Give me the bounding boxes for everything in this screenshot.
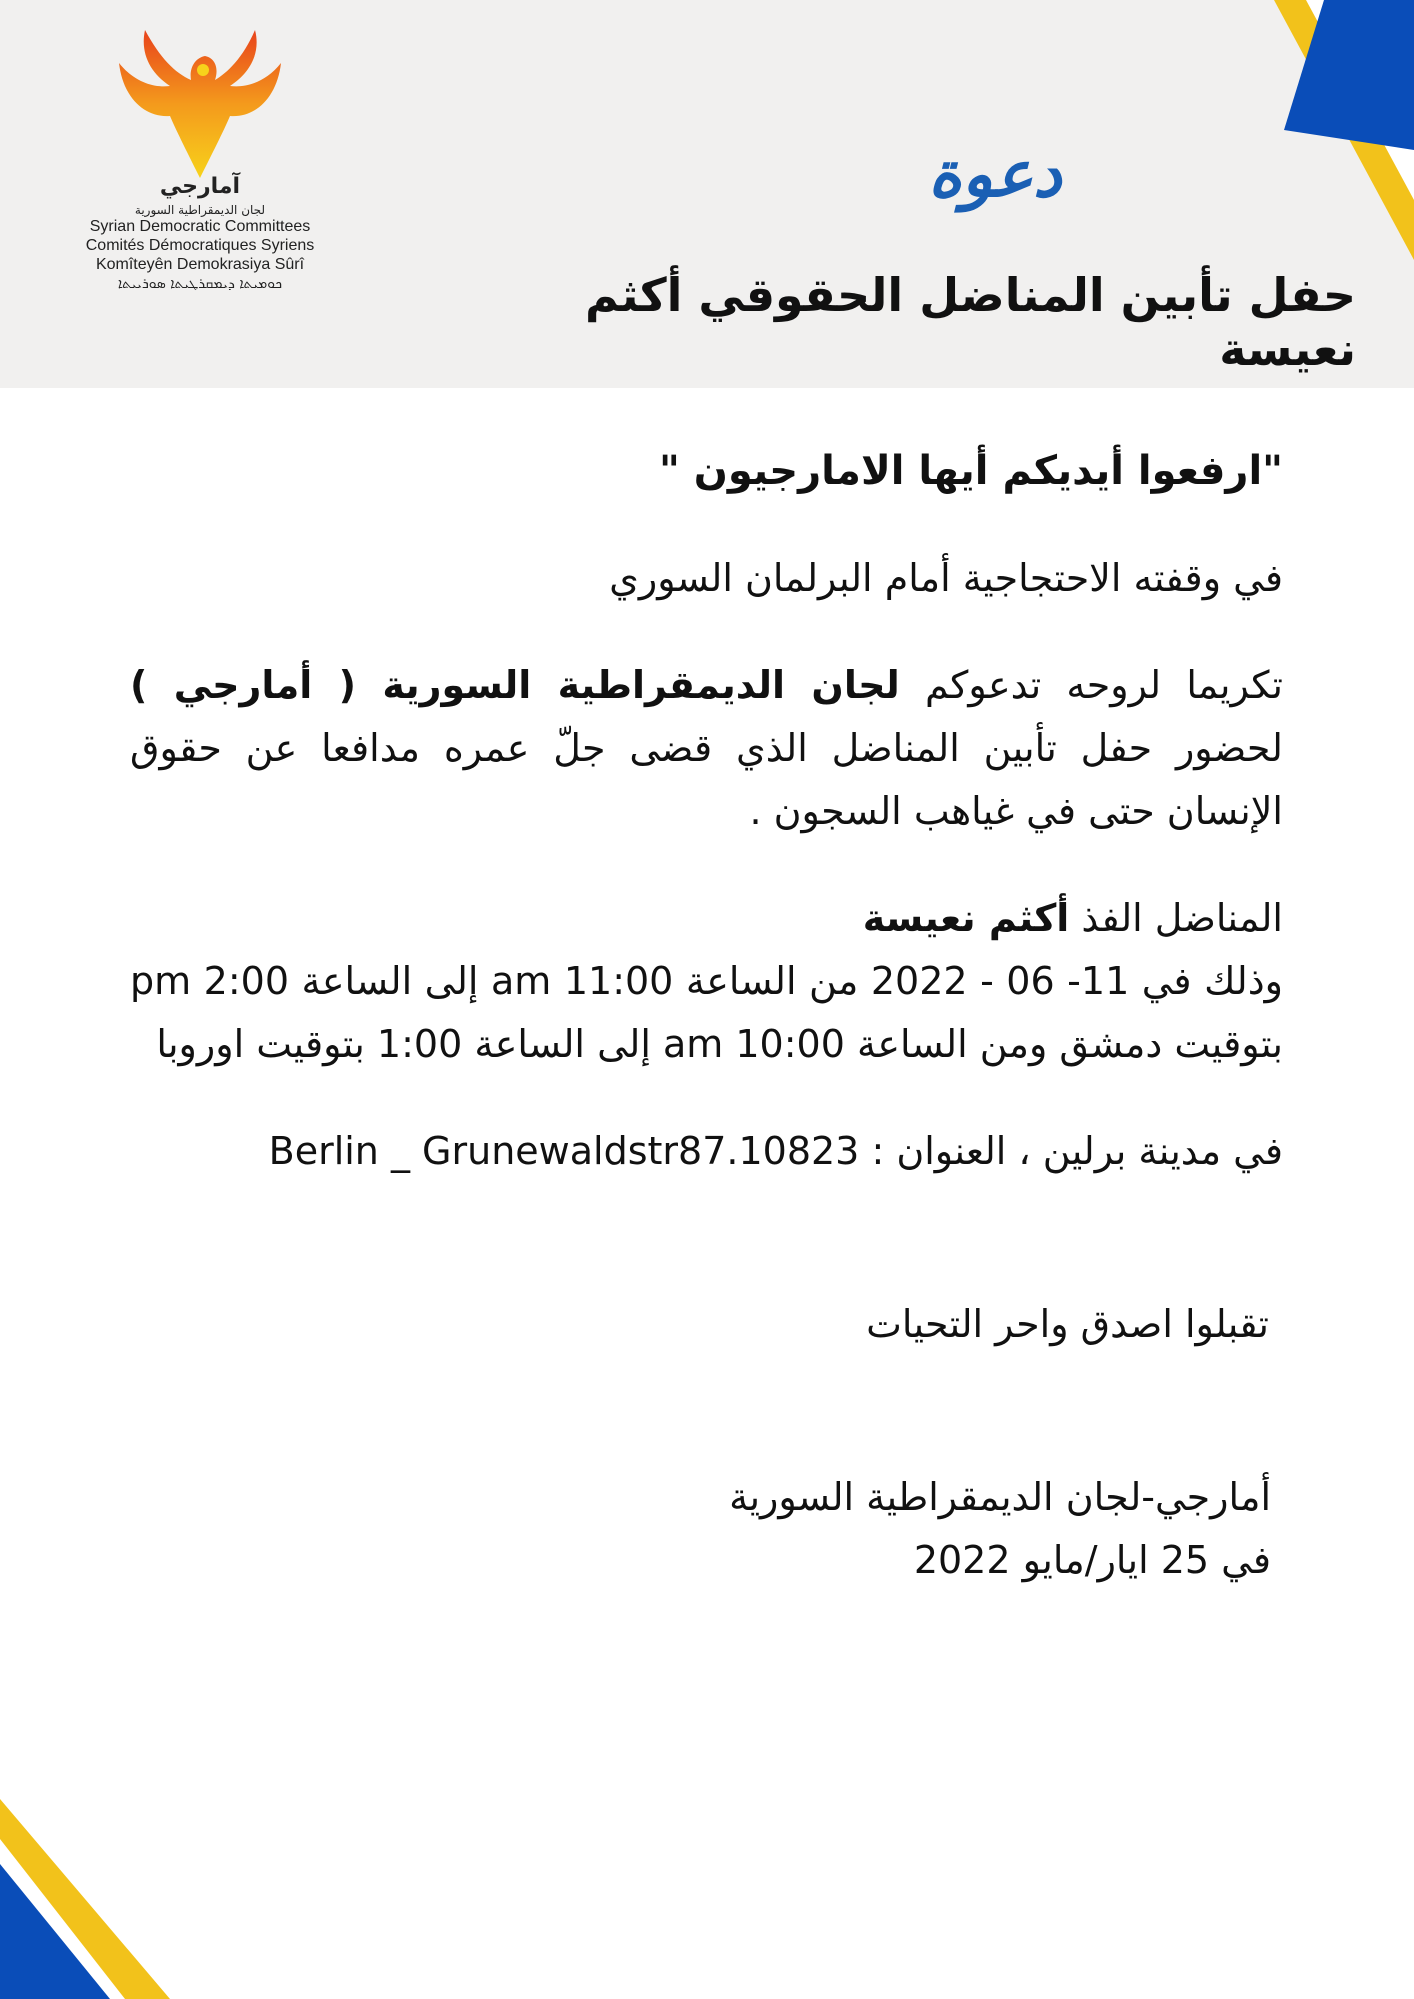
honoree-prefix: المناضل الفذ xyxy=(1069,896,1283,940)
signature-date: في 25 ايار/مايو 2022 xyxy=(913,1538,1271,1582)
invitation-heading: دعوة xyxy=(928,138,1062,212)
honoree-line xyxy=(130,887,1283,950)
logo-syriac-name: ܟܘܡܝܬܐ ܕܝܡܩܪܛܝܬܐ ܣܘܪܝܝܬܐ xyxy=(117,276,283,292)
invitation-post-text: لحضور حفل تأبين المناضل الذي قضى جلّ عمره مدافعا عن حقوق الإنسان حتى في غياهب السجون . xyxy=(130,726,1283,833)
signature-block xyxy=(130,1466,1271,1592)
logo-kurdish-name: Komîteyên Demokrasiya Sûrî xyxy=(95,256,305,273)
logo-french-name: Comités Démocratiques Syriens xyxy=(85,237,315,254)
invitation-body xyxy=(130,440,1283,1592)
event-title: حفل تأبين المناضل الحقوقي أكثم نعيسة xyxy=(585,268,1356,376)
invitation-pre-text: تكريما لروحه تدعوكم xyxy=(899,663,1283,707)
corner-decoration-top-right xyxy=(1214,0,1414,260)
invitation-paragraph xyxy=(130,654,1283,843)
schedule-paragraph: وذلك في 11- 06 - 2022 من الساعة 11:00 am إلى الساعة 2:00 pm بتوقيت دمشق ومن الساعة 10:00 am إلى الساعة 1:00 بتوقيت اوروبا xyxy=(130,959,1283,1066)
context-line: في وقفته الاحتجاجية أمام البرلمان السوري xyxy=(609,556,1283,600)
logo-brand-subtitle: لجان الديمقراطية السورية xyxy=(134,203,266,217)
logo-english-name: Syrian Democratic Committees xyxy=(89,218,311,235)
phoenix-logo-icon xyxy=(115,28,285,178)
logo-brand-arabic: آمارجي xyxy=(159,174,241,199)
corner-decoration-bottom-left xyxy=(0,1769,170,1999)
organization-logo xyxy=(55,28,345,358)
greeting-line: تقبلوا اصدق واحر التحيات xyxy=(866,1302,1269,1346)
honoree-name: أكثم نعيسة xyxy=(862,896,1070,940)
address-line: في مدينة برلين ، العنوان : Berlin _ Grunewaldstr87.10823 xyxy=(268,1129,1283,1173)
quote-line: "ارفعوا أيديكم أيها الامارجيون " xyxy=(658,448,1283,494)
signature-organization: أمارجي-لجان الديمقراطية السورية xyxy=(729,1475,1271,1519)
organization-name: لجان الديمقراطية السورية ( أمارجي ) xyxy=(130,663,900,707)
